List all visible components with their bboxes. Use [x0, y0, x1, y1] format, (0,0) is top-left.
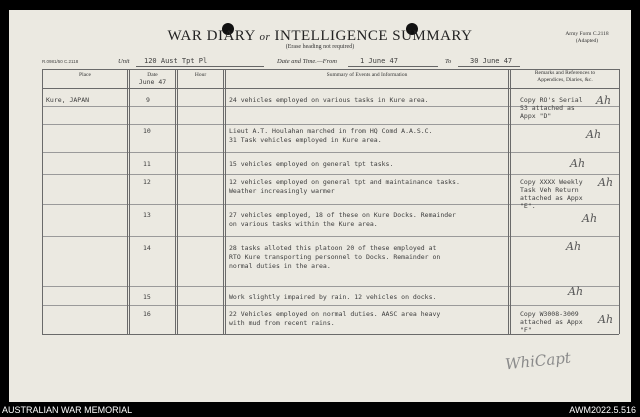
to-underline — [458, 66, 520, 67]
entry-initial: Ah — [586, 128, 602, 141]
entry-initial: Ah — [570, 157, 586, 170]
title-intelligence-summary: INTELLIGENCE SUMMARY — [274, 28, 473, 44]
form-reference — [552, 31, 622, 45]
col-rule — [127, 69, 130, 334]
entry-summary: 12 vehicles employed on general tpt and maintainance tasks. Weather increasingly warmer — [229, 178, 460, 195]
table-bottom-rule — [42, 334, 619, 335]
signature: WhiCapt — [504, 348, 572, 374]
column-header-summary: Summary of Events and Information — [326, 72, 408, 78]
column-header-place: Place — [79, 72, 91, 78]
column-header-date — [131, 72, 174, 85]
entry-date: 13 — [143, 211, 151, 219]
col-rule — [175, 69, 178, 334]
entry-summary: 28 tasks alloted this platoon 20 of these employed at RTO Kure transporting personnel to Docks. Remainder on normal duties in the area. — [229, 244, 441, 270]
entry-summary: Lieut A.T. Houlahan marched in from HQ Comd A.A.S.C. 31 Task vehicles employed in Kure area. — [229, 127, 433, 144]
unit-value: 120 Aust Tpt Pl — [144, 57, 208, 65]
to-label: To — [445, 58, 452, 65]
entry-summary: 15 vehicles employed on general tpt tasks. — [229, 160, 394, 168]
entry-summary: 24 vehicles employed on various tasks in Kure area. — [229, 96, 429, 104]
title-war-diary: WAR DIARY — [167, 28, 256, 44]
column-header-remarks — [512, 70, 618, 83]
page-title — [0, 28, 640, 45]
entry-remarks: Copy XXXX Weekly Task Veh Return attached as Appx "E". — [520, 178, 583, 210]
to-value: 30 June 47 — [470, 57, 513, 65]
entry-summary: 27 vehicles employed, 18 of these on Kure Docks. Remainder on various tasks within the Kure area. — [229, 211, 456, 228]
title-or: or — [259, 31, 271, 43]
from-underline — [348, 66, 438, 67]
col-rule — [42, 69, 43, 334]
unit-underline — [136, 66, 264, 67]
entry-summary: Work slightly impaired by rain. 12 vehicles on docks. — [229, 293, 437, 301]
remarks-header-line1: Remarks and References to — [534, 70, 596, 76]
datetime-label: Date and Time.—From — [277, 58, 337, 65]
form-number: Army Form C.2118 — [565, 31, 609, 37]
entry-initial: Ah — [568, 285, 584, 298]
subtitle: (Erase heading not required) — [285, 44, 355, 50]
entry-initial: Ah — [596, 94, 612, 107]
entry-date: 12 — [143, 178, 151, 186]
col-rule — [508, 69, 511, 334]
unit-label: Unit — [118, 58, 130, 65]
entry-initial: Ah — [598, 313, 614, 326]
entry-initial: Ah — [598, 176, 614, 189]
footer-archive-name: AUSTRALIAN WAR MEMORIAL — [2, 405, 133, 415]
entry-date: 11 — [143, 160, 151, 168]
column-header-hour: Hour — [194, 72, 207, 78]
entry-remarks: Copy RO's Serial 53 attached as Appx "D" — [520, 96, 583, 120]
from-value: 1 June 47 — [360, 57, 398, 65]
remarks-header-line2: Appendices, Diaries, &c. — [537, 76, 593, 83]
entry-date: 10 — [143, 127, 151, 135]
entry-place: Kure, JAPAN — [46, 96, 90, 104]
column-header-date-label: Date — [147, 72, 158, 78]
entry-initial: Ah — [582, 212, 598, 225]
form-adapted: (Adapted) — [575, 38, 599, 44]
entry-summary: 22 Vehicles employed on normal duties. AASC area heavy with mud from recent rains. — [229, 310, 441, 327]
entry-date: 14 — [143, 244, 151, 252]
entry-remarks: Copy W3008-3009 attached as Appx "F" — [520, 310, 583, 334]
footer-accession-number: AWM2022.5.516 — [569, 405, 636, 415]
entry-date: 15 — [143, 293, 151, 301]
col-rule — [619, 69, 620, 334]
entry-initial: Ah — [566, 240, 582, 253]
column-header-date-month: June 47 — [138, 77, 167, 86]
col-rule — [223, 69, 226, 334]
print-code: R.0981/50 C.2118 — [42, 59, 79, 64]
entry-date: 9 — [146, 96, 150, 104]
entry-date: 16 — [143, 310, 151, 318]
